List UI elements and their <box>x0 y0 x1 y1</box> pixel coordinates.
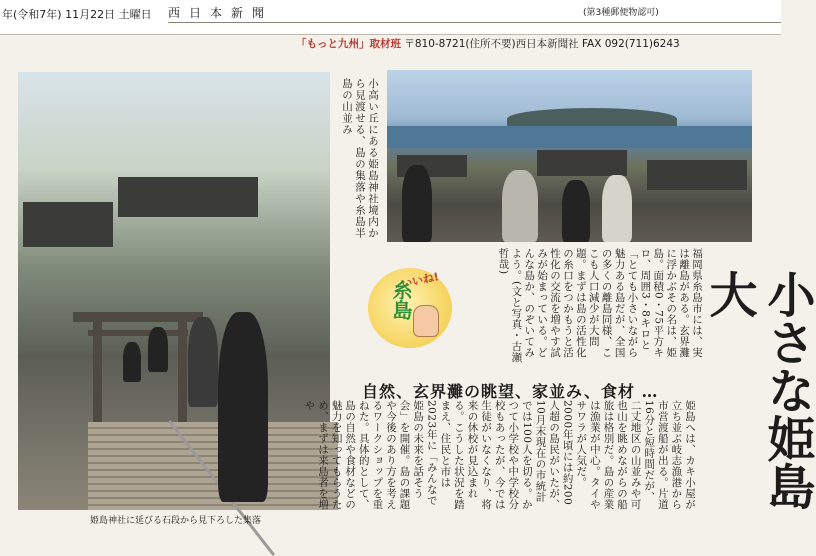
visitor-figure <box>562 180 590 242</box>
visitor-figure <box>402 165 432 242</box>
torii-gate-post <box>178 322 187 437</box>
torii-gate-top <box>73 312 203 322</box>
visitor-figure <box>148 327 168 372</box>
roof-shape <box>537 150 627 176</box>
article-body: 姫島へは、カキ小屋が立ち並ぶ岐志漁港から市営渡船が出る。片道16分と短時間だが、二丈地区の山並みや可也山を眺めながらの船旅は格別だ。島の産業は漁業が中心。タイやサワラが人気だ。2000年頃には約200人超の島民がいたが、10月末現在の市統計では100人を切る。かつて小学校や中学校分校もあったが、今では生徒がいなくなり、将来の休校が見込まれる。こうした状況を踏まえ、住民と市は2023年に「みんなで姫島の未来を話そう会」を開催。島の課題や今後のあり方を考えるワークショップを重ねた。具体的として、島の自然や食材などの魅力を知ってもらうため、まずは来島者を増や <box>303 400 696 510</box>
issue-date: 年(令和7年) 11月22日 土曜日 <box>2 8 152 21</box>
newspaper-name: 西日本新聞 <box>168 6 274 20</box>
hilltop-view-photo <box>387 70 752 242</box>
sea-band <box>387 126 752 148</box>
stone-stairs <box>88 422 338 510</box>
main-headline: 小さな姫島 大 <box>701 270 815 510</box>
bureau-fax: FAX 092(711)6243 <box>581 38 680 50</box>
lead-paragraph: 福岡県糸島市には、実は離島がある。玄界灘に浮かぶその名は、姫島。面積0・75平方キロ、周囲3・8キロと「とても小さいながら魅力ある島だが、全国の多くの離島同様、ここも人口減少が大問題。まずは島の活性化の糸口をつかもうと活性化の交流を増やす試みが始まっている。どんな島か、のぞいてみよう。(文と写真・古瀬哲哉) <box>497 248 703 363</box>
thumbs-up-icon <box>413 305 439 337</box>
bureau-line <box>296 36 680 51</box>
bureau-name: 「もっと九州」取材班 <box>296 38 401 50</box>
badge-big-text: 糸島 <box>389 280 413 320</box>
masthead-rule <box>168 22 781 23</box>
masthead <box>0 0 781 35</box>
badge-small-text: いいね! <box>400 270 441 291</box>
shrine-stairs-photo <box>18 72 330 510</box>
roof-shape <box>118 177 258 217</box>
roof-shape <box>23 202 113 247</box>
torii-gate-post <box>93 322 102 437</box>
visitor-figure <box>218 312 268 502</box>
visitor-figure <box>188 317 218 407</box>
top-photo-caption: 小高い丘にある姫島神社境内から見渡せる、島の集落や糸島半島の山並み <box>341 78 379 239</box>
mail-class-note: (第3種郵便物認可) <box>583 8 659 18</box>
roof-shape <box>647 160 747 190</box>
visitor-figure <box>502 170 538 242</box>
visitor-figure <box>123 342 141 382</box>
visitor-figure <box>602 175 632 242</box>
torii-gate-bar <box>88 330 188 336</box>
bureau-address: 〒810-8721(住所不要)西日本新聞社 <box>404 38 579 50</box>
bottom-photo-caption: 姫島神社に延びる石段から見下ろした集落 <box>90 516 262 526</box>
sub-headline: 自然、玄界灘の眺望、家並み、食材 … <box>362 382 659 401</box>
